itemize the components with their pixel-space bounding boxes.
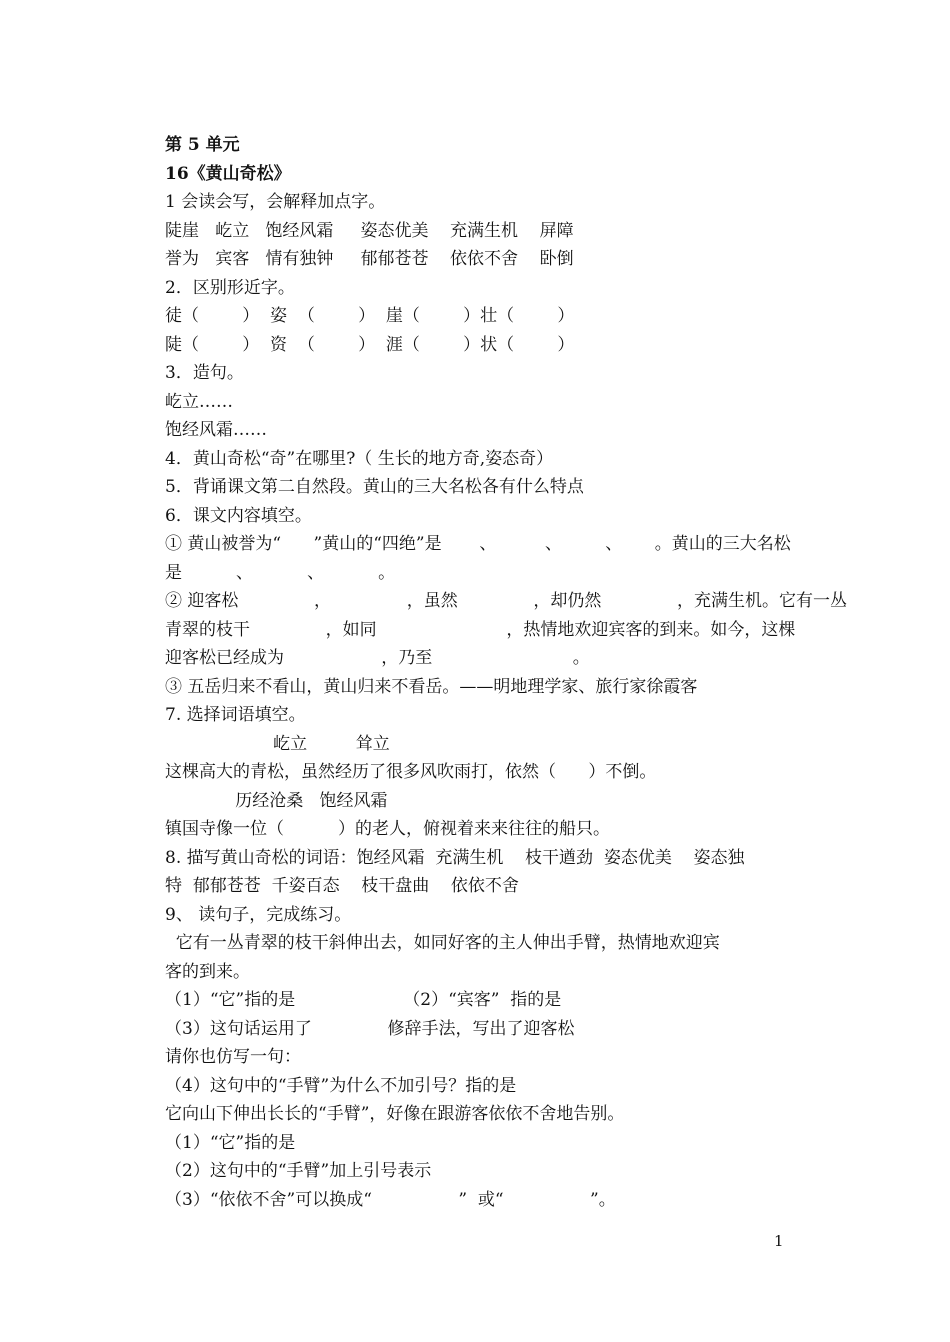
text-line: 4．黄山奇松“奇”在哪里?（ 生长的地方奇,姿态奇） <box>165 448 554 469</box>
text-line: 9、 读句子，完成练习。 <box>165 904 352 925</box>
page-number: 1 <box>774 1232 784 1250</box>
text-line: 它向山下伸出长长的“手臂”，好像在跟游客依依不舍地告别。 <box>165 1104 625 1124</box>
text-line: 6．课文内容填空。 <box>165 505 312 526</box>
text-line: 屹立…… <box>165 391 233 412</box>
text-line: 镇国寺像一位（ ）的老人，俯视着来来往往的船只。 <box>165 819 611 839</box>
text-line: 特 郁郁苍苍 千姿百态 枝干盘曲 依依不舍 <box>165 876 519 896</box>
text-line: 青翠的枝干 ，如同 ，热情地欢迎宾客的到来。如今，这棵 <box>165 619 796 640</box>
text-line: 7. 选择词语填空。 <box>165 705 306 725</box>
text-line: 陡（ ） 资 （ ） 涯（ ）状（ ） <box>165 334 575 355</box>
text-line: 迎客松已经成为 ，乃至 。 <box>165 648 590 668</box>
text-line: （4）这句中的“手臂”为什么不加引号？指的是 <box>165 1075 517 1096</box>
text-line: ③ 五岳归来不看山，黄山归来不看岳。——明地理学家、旅行家徐霞客 <box>165 676 698 697</box>
unit-heading: 第 5 单元 <box>165 135 240 155</box>
text-line: 8. 描写黄山奇松的词语：饱经风霜 充满生机 枝干遒劲 姿态优美 姿态独 <box>165 847 745 868</box>
text-line: 5．背诵课文第二自然段。黄山的三大名松各有什么特点 <box>165 477 584 497</box>
text-line: 誉为 宾客 情有独钟 郁郁苍苍 依依不舍 卧倒 <box>165 249 574 269</box>
text-line: 饱经风霜…… <box>165 420 267 440</box>
text-line: 请你也仿写一句： <box>165 1047 301 1067</box>
document-content <box>165 131 848 1214</box>
text-line: 2．区别形近字。 <box>165 277 295 298</box>
text-line: （1）“它”指的是 <box>165 1132 296 1153</box>
text-line: 陡崖 屹立 饱经风霜 姿态优美 充满生机 屏障 <box>165 220 574 241</box>
text-line: 1 会读会写，会解释加点字。 <box>165 192 386 212</box>
text-line: 这棵高大的青松，虽然经历了很多风吹雨打，依然（ ）不倒。 <box>165 762 657 782</box>
text-line: （3）这句话运用了 修辞手法，写出了迎客松 <box>165 1018 575 1039</box>
text-line: 它有一丛青翠的枝干斜伸出去，如同好客的主人伸出手臂，热情地欢迎宾 <box>165 933 720 953</box>
text-line: 是 、 、 。 <box>165 562 396 583</box>
lesson-title: 16《黄山奇松》 <box>165 163 291 184</box>
text-line: 客的到来。 <box>165 961 250 982</box>
text-line: 徒（ ） 姿 （ ） 崖（ ）壮（ ） <box>165 306 575 326</box>
text-line: 3．造句。 <box>165 363 244 383</box>
text-line: （1）“它”指的是 （2）“宾客” 指的是 <box>165 990 562 1010</box>
text-line: （3）“依依不舍”可以换成“ ” 或“ ”。 <box>165 1189 616 1210</box>
text-line: 屹立 耸立 <box>165 733 390 754</box>
text-line: ② 迎客松 ， ，虽然 ，却仍然 ，充满生机。它有一丛 <box>165 591 848 611</box>
text-line: 历经沧桑 饱经风霜 <box>165 790 388 811</box>
text-line: ① 黄山被誉为“ ”黄山的“四绝”是 、 、 、 。黄山的三大名松 <box>165 534 791 554</box>
text-line: （2）这句中的“手臂”加上引号表示 <box>165 1161 432 1181</box>
